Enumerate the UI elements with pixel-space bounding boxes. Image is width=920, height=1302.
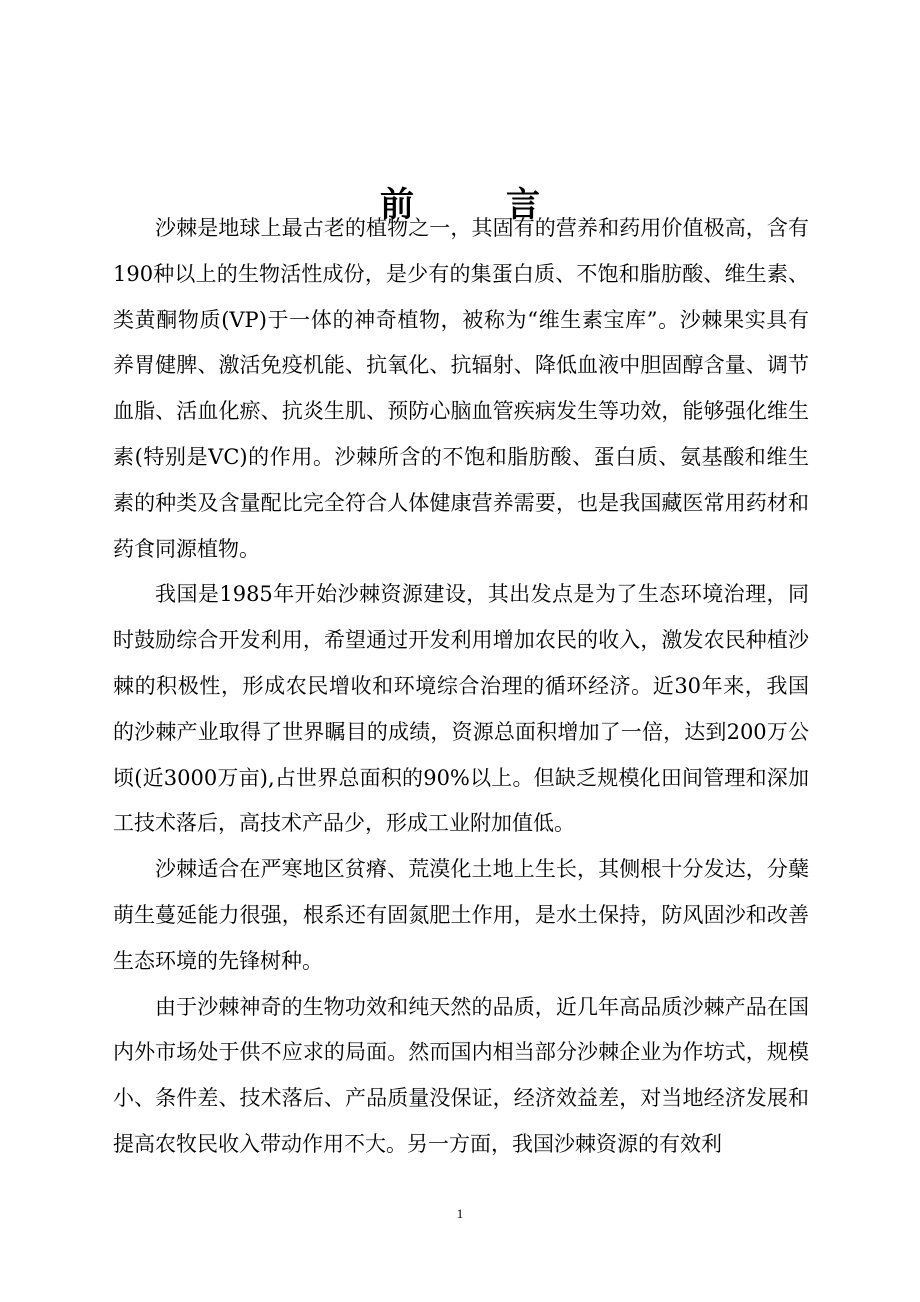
document-body [113, 206, 809, 1168]
page-title-char-2: 言 [506, 184, 540, 225]
page-number: 1 [456, 1206, 464, 1221]
paragraph-4: 由于沙棘神奇的生物功效和纯天然的品质，近几年高品质沙棘产品在国内外市场处于供不应求的局面。然而国内相当部分沙棘企业为作坊式，规模小、条件差、技术落后、产品质量没保证，经济效益差，对当地经济发展和提高农牧民收入带动作用不大。另一方面，我国沙棘资源的有效利 [113, 994, 809, 1156]
page-title-char-1: 前 [380, 184, 414, 225]
paragraph-2: 我国是1985年开始沙棘资源建设，其出发点是为了生态环境治理，同时鼓励综合开发利用，希望通过开发利用增加农民的收入，激发农民种植沙棘的积极性，形成农民增收和环境综合治理的循环经济。近30年来，我国的沙棘产业取得了世界瞩目的成绩，资源总面积增加了一倍，达到200万公顷(近3000万亩),占世界总面积的90%以上。但缺乏规模化田间管理和深加工技术落后，高技术产品少，形成工业附加值低。 [113, 582, 809, 836]
paragraph-3: 沙棘适合在严寒地区贫瘠、荒漠化土地上生长，其侧根十分发达，分蘖萌生蔓延能力很强，根系还有固氮肥土作用，是水土保持，防风固沙和改善生态环境的先锋树种。 [113, 857, 809, 973]
paragraph-1: 沙棘是地球上最古老的植物之一，其固有的营养和药用价值极高，含有190种以上的生物活性成份，是少有的集蛋白质、不饱和脂肪酸、维生素、类黄酮物质(VP)于一体的神奇植物，被称为“维生素宝库”。沙棘果实具有养胃健脾、激活免疫机能、抗氧化、抗辐射、降低血液中胆固醇含量、调节血脂、活血化瘀、抗炎生肌、预防心脑血管疾病发生等功效，能够强化维生素(特别是VC)的作用。沙棘所含的不饱和脂肪酸、蛋白质、氨基酸和维生素的种类及含量配比完全符合人体健康营养需要，也是我国藏医常用药材和药食同源植物。 [113, 216, 809, 561]
